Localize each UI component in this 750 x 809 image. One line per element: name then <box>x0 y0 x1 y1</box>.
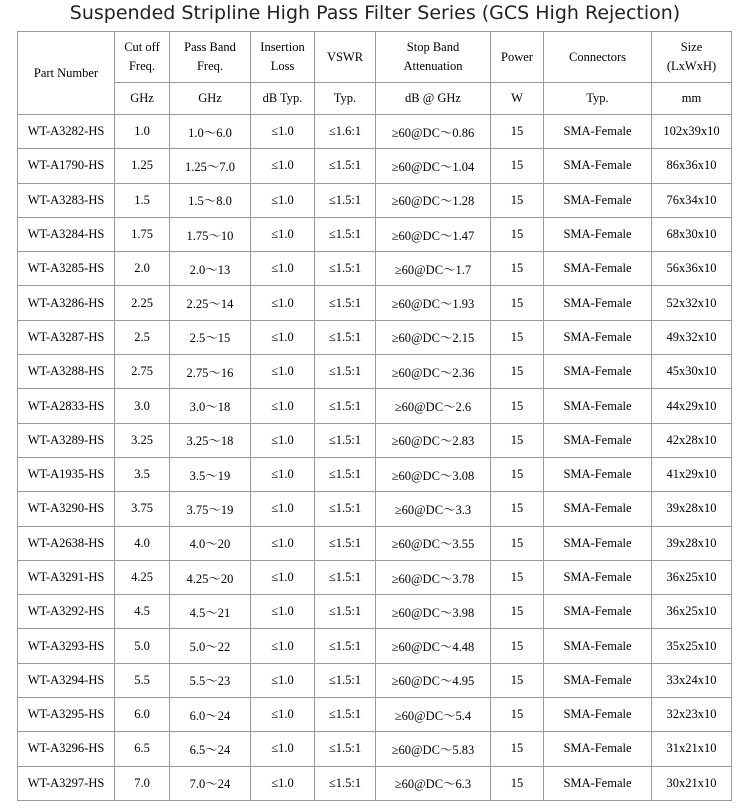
header-size <box>652 32 732 83</box>
cell-part-number: WT-A2638-HS <box>18 526 115 560</box>
cell-size: 36x25x10 <box>652 595 732 629</box>
header-cutoff-line2: Freq. <box>128 59 156 73</box>
cell-passband: 7.0～24 <box>170 766 251 800</box>
cell-connector: SMA-Female <box>544 355 652 389</box>
unit-cell: dB Typ. <box>251 83 315 115</box>
cell-vswr: ≤1.5:1 <box>315 526 376 560</box>
header-passband <box>170 32 251 83</box>
cell-passband: 2.25～14 <box>170 286 251 320</box>
cell-insertion-loss: ≤1.0 <box>251 560 315 594</box>
cell-part-number: WT-A3290-HS <box>18 492 115 526</box>
unit-cell: GHz <box>170 83 251 115</box>
cell-insertion-loss: ≤1.0 <box>251 663 315 697</box>
cell-power: 15 <box>491 389 544 423</box>
table-row <box>18 252 732 286</box>
header-size-line1: Size <box>680 40 703 54</box>
unit-cell: Typ. <box>544 83 652 115</box>
cell-insertion-loss: ≤1.0 <box>251 457 315 491</box>
cell-passband: 1.75～10 <box>170 217 251 251</box>
cell-power: 15 <box>491 320 544 354</box>
units-row <box>18 83 732 115</box>
header-vswr: VSWR <box>315 32 376 83</box>
cell-power: 15 <box>491 355 544 389</box>
cell-cutoff: 4.5 <box>115 595 170 629</box>
cell-connector: SMA-Female <box>544 526 652 560</box>
cell-size: 102x39x10 <box>652 115 732 149</box>
cell-stopband: ≥60@DC～3.08 <box>376 457 491 491</box>
cell-power: 15 <box>491 115 544 149</box>
cell-stopband: ≥60@DC～1.7 <box>376 252 491 286</box>
cell-connector: SMA-Female <box>544 732 652 766</box>
table-row <box>18 389 732 423</box>
cell-part-number: WT-A3289-HS <box>18 423 115 457</box>
cell-stopband: ≥60@DC～1.04 <box>376 149 491 183</box>
cell-stopband: ≥60@DC～5.83 <box>376 732 491 766</box>
cell-stopband: ≥60@DC～3.98 <box>376 595 491 629</box>
cell-insertion-loss: ≤1.0 <box>251 286 315 320</box>
cell-stopband: ≥60@DC～1.28 <box>376 183 491 217</box>
cell-vswr: ≤1.5:1 <box>315 595 376 629</box>
cell-part-number: WT-A3294-HS <box>18 663 115 697</box>
cell-power: 15 <box>491 629 544 663</box>
cell-connector: SMA-Female <box>544 320 652 354</box>
header-insertion-line2: Loss <box>270 59 295 73</box>
header-insertion-line1: Insertion <box>260 40 305 54</box>
table-body <box>18 115 732 801</box>
cell-cutoff: 1.25 <box>115 149 170 183</box>
cell-stopband: ≥60@DC～0.86 <box>376 115 491 149</box>
cell-insertion-loss: ≤1.0 <box>251 389 315 423</box>
header-part-number: Part Number <box>18 32 115 115</box>
cell-insertion-loss: ≤1.0 <box>251 423 315 457</box>
cell-vswr: ≤1.5:1 <box>315 698 376 732</box>
cell-cutoff: 1.0 <box>115 115 170 149</box>
cell-connector: SMA-Female <box>544 492 652 526</box>
cell-size: 86x36x10 <box>652 149 732 183</box>
cell-part-number: WT-A3297-HS <box>18 766 115 800</box>
cell-insertion-loss: ≤1.0 <box>251 732 315 766</box>
page-title: Suspended Stripline High Pass Filter Series (GCS High Rejection) <box>69 2 681 24</box>
cell-power: 15 <box>491 286 544 320</box>
cell-size: 45x30x10 <box>652 355 732 389</box>
cell-power: 15 <box>491 252 544 286</box>
cell-vswr: ≤1.5:1 <box>315 560 376 594</box>
cell-size: 39x28x10 <box>652 526 732 560</box>
cell-cutoff: 3.0 <box>115 389 170 423</box>
cell-stopband: ≥60@DC～3.78 <box>376 560 491 594</box>
cell-part-number: WT-A3291-HS <box>18 560 115 594</box>
cell-insertion-loss: ≤1.0 <box>251 115 315 149</box>
header-cutoff-line1: Cut off <box>124 40 160 54</box>
cell-insertion-loss: ≤1.0 <box>251 492 315 526</box>
table-row <box>18 183 732 217</box>
table-row <box>18 766 732 800</box>
cell-size: 42x28x10 <box>652 423 732 457</box>
cell-cutoff: 2.5 <box>115 320 170 354</box>
cell-part-number: WT-A3287-HS <box>18 320 115 354</box>
unit-cell: dB @ GHz <box>376 83 491 115</box>
cell-stopband: ≥60@DC～5.4 <box>376 698 491 732</box>
cell-connector: SMA-Female <box>544 457 652 491</box>
cell-part-number: WT-A3296-HS <box>18 732 115 766</box>
cell-vswr: ≤1.5:1 <box>315 732 376 766</box>
table-row <box>18 492 732 526</box>
cell-cutoff: 6.0 <box>115 698 170 732</box>
cell-vswr: ≤1.5:1 <box>315 252 376 286</box>
cell-vswr: ≤1.5:1 <box>315 766 376 800</box>
cell-power: 15 <box>491 183 544 217</box>
cell-insertion-loss: ≤1.0 <box>251 629 315 663</box>
cell-insertion-loss: ≤1.0 <box>251 595 315 629</box>
cell-insertion-loss: ≤1.0 <box>251 320 315 354</box>
header-insertion <box>251 32 315 83</box>
table-row <box>18 286 732 320</box>
header-power: Power <box>491 32 544 83</box>
cell-passband: 3.75～19 <box>170 492 251 526</box>
cell-power: 15 <box>491 149 544 183</box>
table-row <box>18 355 732 389</box>
cell-cutoff: 1.75 <box>115 217 170 251</box>
cell-power: 15 <box>491 595 544 629</box>
cell-size: 68x30x10 <box>652 217 732 251</box>
cell-vswr: ≤1.6:1 <box>315 115 376 149</box>
unit-cell: mm <box>652 83 732 115</box>
cell-size: 41x29x10 <box>652 457 732 491</box>
cell-part-number: WT-A1935-HS <box>18 457 115 491</box>
cell-passband: 2.75～16 <box>170 355 251 389</box>
cell-passband: 1.25～7.0 <box>170 149 251 183</box>
cell-part-number: WT-A2833-HS <box>18 389 115 423</box>
cell-connector: SMA-Female <box>544 629 652 663</box>
cell-vswr: ≤1.5:1 <box>315 286 376 320</box>
cell-part-number: WT-A3295-HS <box>18 698 115 732</box>
table-row <box>18 149 732 183</box>
cell-stopband: ≥60@DC～3.55 <box>376 526 491 560</box>
cell-size: 39x28x10 <box>652 492 732 526</box>
cell-cutoff: 6.5 <box>115 732 170 766</box>
cell-passband: 2.5～15 <box>170 320 251 354</box>
header-cutoff <box>115 32 170 83</box>
cell-size: 52x32x10 <box>652 286 732 320</box>
cell-vswr: ≤1.5:1 <box>315 663 376 697</box>
table-row <box>18 217 732 251</box>
cell-passband: 6.5～24 <box>170 732 251 766</box>
table-row <box>18 595 732 629</box>
cell-vswr: ≤1.5:1 <box>315 355 376 389</box>
cell-size: 76x34x10 <box>652 183 732 217</box>
cell-stopband: ≥60@DC～6.3 <box>376 766 491 800</box>
cell-insertion-loss: ≤1.0 <box>251 149 315 183</box>
cell-insertion-loss: ≤1.0 <box>251 217 315 251</box>
unit-cell: Typ. <box>315 83 376 115</box>
cell-size: 44x29x10 <box>652 389 732 423</box>
cell-connector: SMA-Female <box>544 389 652 423</box>
cell-stopband: ≥60@DC～2.15 <box>376 320 491 354</box>
cell-part-number: WT-A3282-HS <box>18 115 115 149</box>
cell-cutoff: 2.25 <box>115 286 170 320</box>
cell-cutoff: 3.5 <box>115 457 170 491</box>
cell-part-number: WT-A3283-HS <box>18 183 115 217</box>
cell-passband: 1.5～8.0 <box>170 183 251 217</box>
cell-stopband: ≥60@DC～2.6 <box>376 389 491 423</box>
cell-size: 33x24x10 <box>652 663 732 697</box>
header-passband-line1: Pass Band <box>184 40 236 54</box>
cell-passband: 3.5～19 <box>170 457 251 491</box>
cell-connector: SMA-Female <box>544 115 652 149</box>
cell-stopband: ≥60@DC～1.93 <box>376 286 491 320</box>
cell-passband: 4.5～21 <box>170 595 251 629</box>
cell-passband: 4.0～20 <box>170 526 251 560</box>
header-size-line2: (LxWxH) <box>666 59 717 73</box>
cell-vswr: ≤1.5:1 <box>315 149 376 183</box>
table-row <box>18 457 732 491</box>
cell-insertion-loss: ≤1.0 <box>251 355 315 389</box>
cell-connector: SMA-Female <box>544 252 652 286</box>
cell-cutoff: 2.75 <box>115 355 170 389</box>
cell-connector: SMA-Female <box>544 423 652 457</box>
header-row <box>18 32 732 83</box>
cell-passband: 5.5～23 <box>170 663 251 697</box>
cell-vswr: ≤1.5:1 <box>315 389 376 423</box>
cell-connector: SMA-Female <box>544 663 652 697</box>
cell-cutoff: 2.0 <box>115 252 170 286</box>
cell-power: 15 <box>491 663 544 697</box>
cell-power: 15 <box>491 766 544 800</box>
cell-part-number: WT-A3284-HS <box>18 217 115 251</box>
cell-passband: 3.0～18 <box>170 389 251 423</box>
cell-power: 15 <box>491 423 544 457</box>
cell-power: 15 <box>491 526 544 560</box>
cell-stopband: ≥60@DC～2.36 <box>376 355 491 389</box>
cell-vswr: ≤1.5:1 <box>315 217 376 251</box>
header-connectors: Connectors <box>544 32 652 83</box>
table-row <box>18 663 732 697</box>
header-stopband-line1: Stop Band <box>406 40 460 54</box>
table-row <box>18 423 732 457</box>
cell-power: 15 <box>491 457 544 491</box>
cell-passband: 5.0～22 <box>170 629 251 663</box>
cell-insertion-loss: ≤1.0 <box>251 698 315 732</box>
unit-cell: GHz <box>115 83 170 115</box>
header-passband-line2: Freq. <box>196 59 224 73</box>
cell-insertion-loss: ≤1.0 <box>251 766 315 800</box>
table-row <box>18 320 732 354</box>
spec-table <box>17 31 732 801</box>
cell-connector: SMA-Female <box>544 595 652 629</box>
cell-power: 15 <box>491 217 544 251</box>
cell-stopband: ≥60@DC～3.3 <box>376 492 491 526</box>
cell-power: 15 <box>491 560 544 594</box>
cell-vswr: ≤1.5:1 <box>315 320 376 354</box>
cell-part-number: WT-A3285-HS <box>18 252 115 286</box>
cell-cutoff: 1.5 <box>115 183 170 217</box>
cell-passband: 6.0～24 <box>170 698 251 732</box>
cell-connector: SMA-Female <box>544 217 652 251</box>
cell-power: 15 <box>491 732 544 766</box>
cell-size: 36x25x10 <box>652 560 732 594</box>
cell-connector: SMA-Female <box>544 766 652 800</box>
cell-cutoff: 5.5 <box>115 663 170 697</box>
cell-stopband: ≥60@DC～4.95 <box>376 663 491 697</box>
cell-part-number: WT-A3288-HS <box>18 355 115 389</box>
cell-passband: 1.0～6.0 <box>170 115 251 149</box>
cell-insertion-loss: ≤1.0 <box>251 526 315 560</box>
cell-connector: SMA-Female <box>544 149 652 183</box>
cell-power: 15 <box>491 492 544 526</box>
cell-vswr: ≤1.5:1 <box>315 183 376 217</box>
cell-connector: SMA-Female <box>544 286 652 320</box>
table-row <box>18 526 732 560</box>
cell-passband: 4.25～20 <box>170 560 251 594</box>
cell-vswr: ≤1.5:1 <box>315 457 376 491</box>
cell-part-number: WT-A3292-HS <box>18 595 115 629</box>
table-row <box>18 560 732 594</box>
cell-cutoff: 4.25 <box>115 560 170 594</box>
table-row <box>18 698 732 732</box>
cell-part-number: WT-A1790-HS <box>18 149 115 183</box>
cell-vswr: ≤1.5:1 <box>315 492 376 526</box>
cell-passband: 3.25～18 <box>170 423 251 457</box>
cell-cutoff: 3.25 <box>115 423 170 457</box>
cell-stopband: ≥60@DC～1.47 <box>376 217 491 251</box>
header-stopband <box>376 32 491 83</box>
cell-cutoff: 4.0 <box>115 526 170 560</box>
cell-size: 30x21x10 <box>652 766 732 800</box>
cell-size: 56x36x10 <box>652 252 732 286</box>
table-row <box>18 629 732 663</box>
cell-cutoff: 5.0 <box>115 629 170 663</box>
cell-vswr: ≤1.5:1 <box>315 629 376 663</box>
cell-cutoff: 7.0 <box>115 766 170 800</box>
cell-part-number: WT-A3293-HS <box>18 629 115 663</box>
table-row <box>18 115 732 149</box>
cell-passband: 2.0～13 <box>170 252 251 286</box>
cell-size: 31x21x10 <box>652 732 732 766</box>
cell-size: 35x25x10 <box>652 629 732 663</box>
cell-power: 15 <box>491 698 544 732</box>
cell-stopband: ≥60@DC～2.83 <box>376 423 491 457</box>
cell-connector: SMA-Female <box>544 560 652 594</box>
cell-size: 49x32x10 <box>652 320 732 354</box>
unit-cell: W <box>491 83 544 115</box>
cell-size: 32x23x10 <box>652 698 732 732</box>
cell-stopband: ≥60@DC～4.48 <box>376 629 491 663</box>
table-row <box>18 732 732 766</box>
cell-cutoff: 3.75 <box>115 492 170 526</box>
cell-insertion-loss: ≤1.0 <box>251 252 315 286</box>
cell-connector: SMA-Female <box>544 698 652 732</box>
cell-vswr: ≤1.5:1 <box>315 423 376 457</box>
header-stopband-line2: Attenuation <box>403 59 463 73</box>
cell-insertion-loss: ≤1.0 <box>251 183 315 217</box>
cell-connector: SMA-Female <box>544 183 652 217</box>
cell-part-number: WT-A3286-HS <box>18 286 115 320</box>
